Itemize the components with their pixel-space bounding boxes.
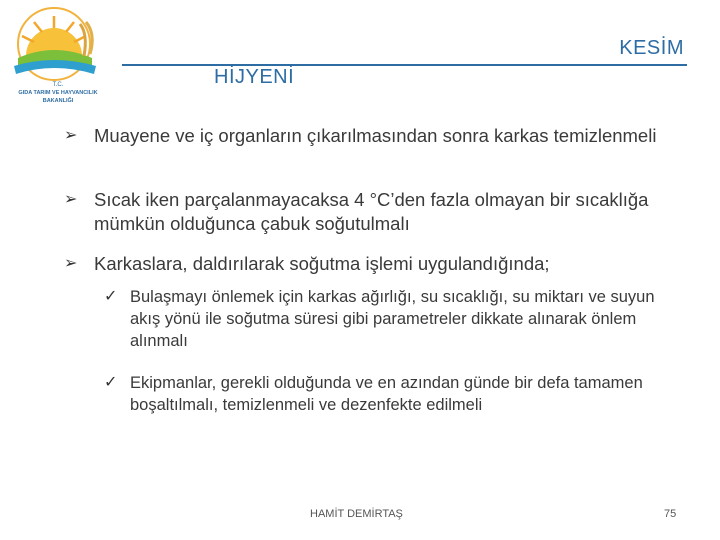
logo-line-2: GIDA TARIM VE HAYVANCILIK — [18, 90, 98, 96]
bullet-item — [64, 188, 684, 236]
page-number: 75 — [664, 508, 677, 520]
bullet-item — [64, 252, 684, 276]
bullet-text: Muayene ve iç organların çıkarılmasından sonra karkas temizlenmeli — [94, 125, 657, 146]
sub-bullet-text: Ekipmanlar, gerekli olduğunda ve en azından günde bir defa tamamen boşaltılmalı, temizlenmeli ve dezenfekte edilmeli — [130, 374, 643, 414]
ministry-logo — [4, 4, 118, 108]
footer-author: HAMİT DEMİRTAŞ — [310, 508, 403, 520]
bullet-item — [64, 124, 684, 148]
bullet-text: Sıcak iken parçalanmayacaksa 4 °C’den fazla olmayan bir sıcaklığa mümkün olduğunca çabuk soğutulmalı — [94, 189, 649, 234]
slide-title-right: KESİM — [619, 37, 684, 59]
arrow-bullet-icon: ➢ — [64, 191, 78, 208]
checkmark-bullet-icon: ✓ — [104, 288, 118, 305]
sub-bullet-text: Bulaşmayı önlemek için karkas ağırlığı, su sıcaklığı, su miktarı ve suyun akış yönü ile soğutma süresi gibi parametreler dikkate alınarak önlem alınmalı — [130, 288, 655, 350]
arrow-bullet-icon: ➢ — [64, 127, 78, 144]
logo-line-3: BAKANLIĞI — [42, 98, 74, 104]
ministry-logo-emblem — [4, 4, 118, 108]
title-divider — [122, 64, 687, 66]
bullet-text: Karkaslara, daldırılarak soğutma işlemi uygulandığında; — [94, 253, 550, 274]
sub-bullet-item — [104, 372, 684, 416]
logo-line-1: T.C. — [52, 82, 64, 88]
slide-title-left: HİJYENİ — [214, 66, 295, 88]
sub-bullet-item — [104, 286, 684, 352]
arrow-bullet-icon: ➢ — [64, 255, 78, 272]
checkmark-bullet-icon: ✓ — [104, 374, 118, 391]
